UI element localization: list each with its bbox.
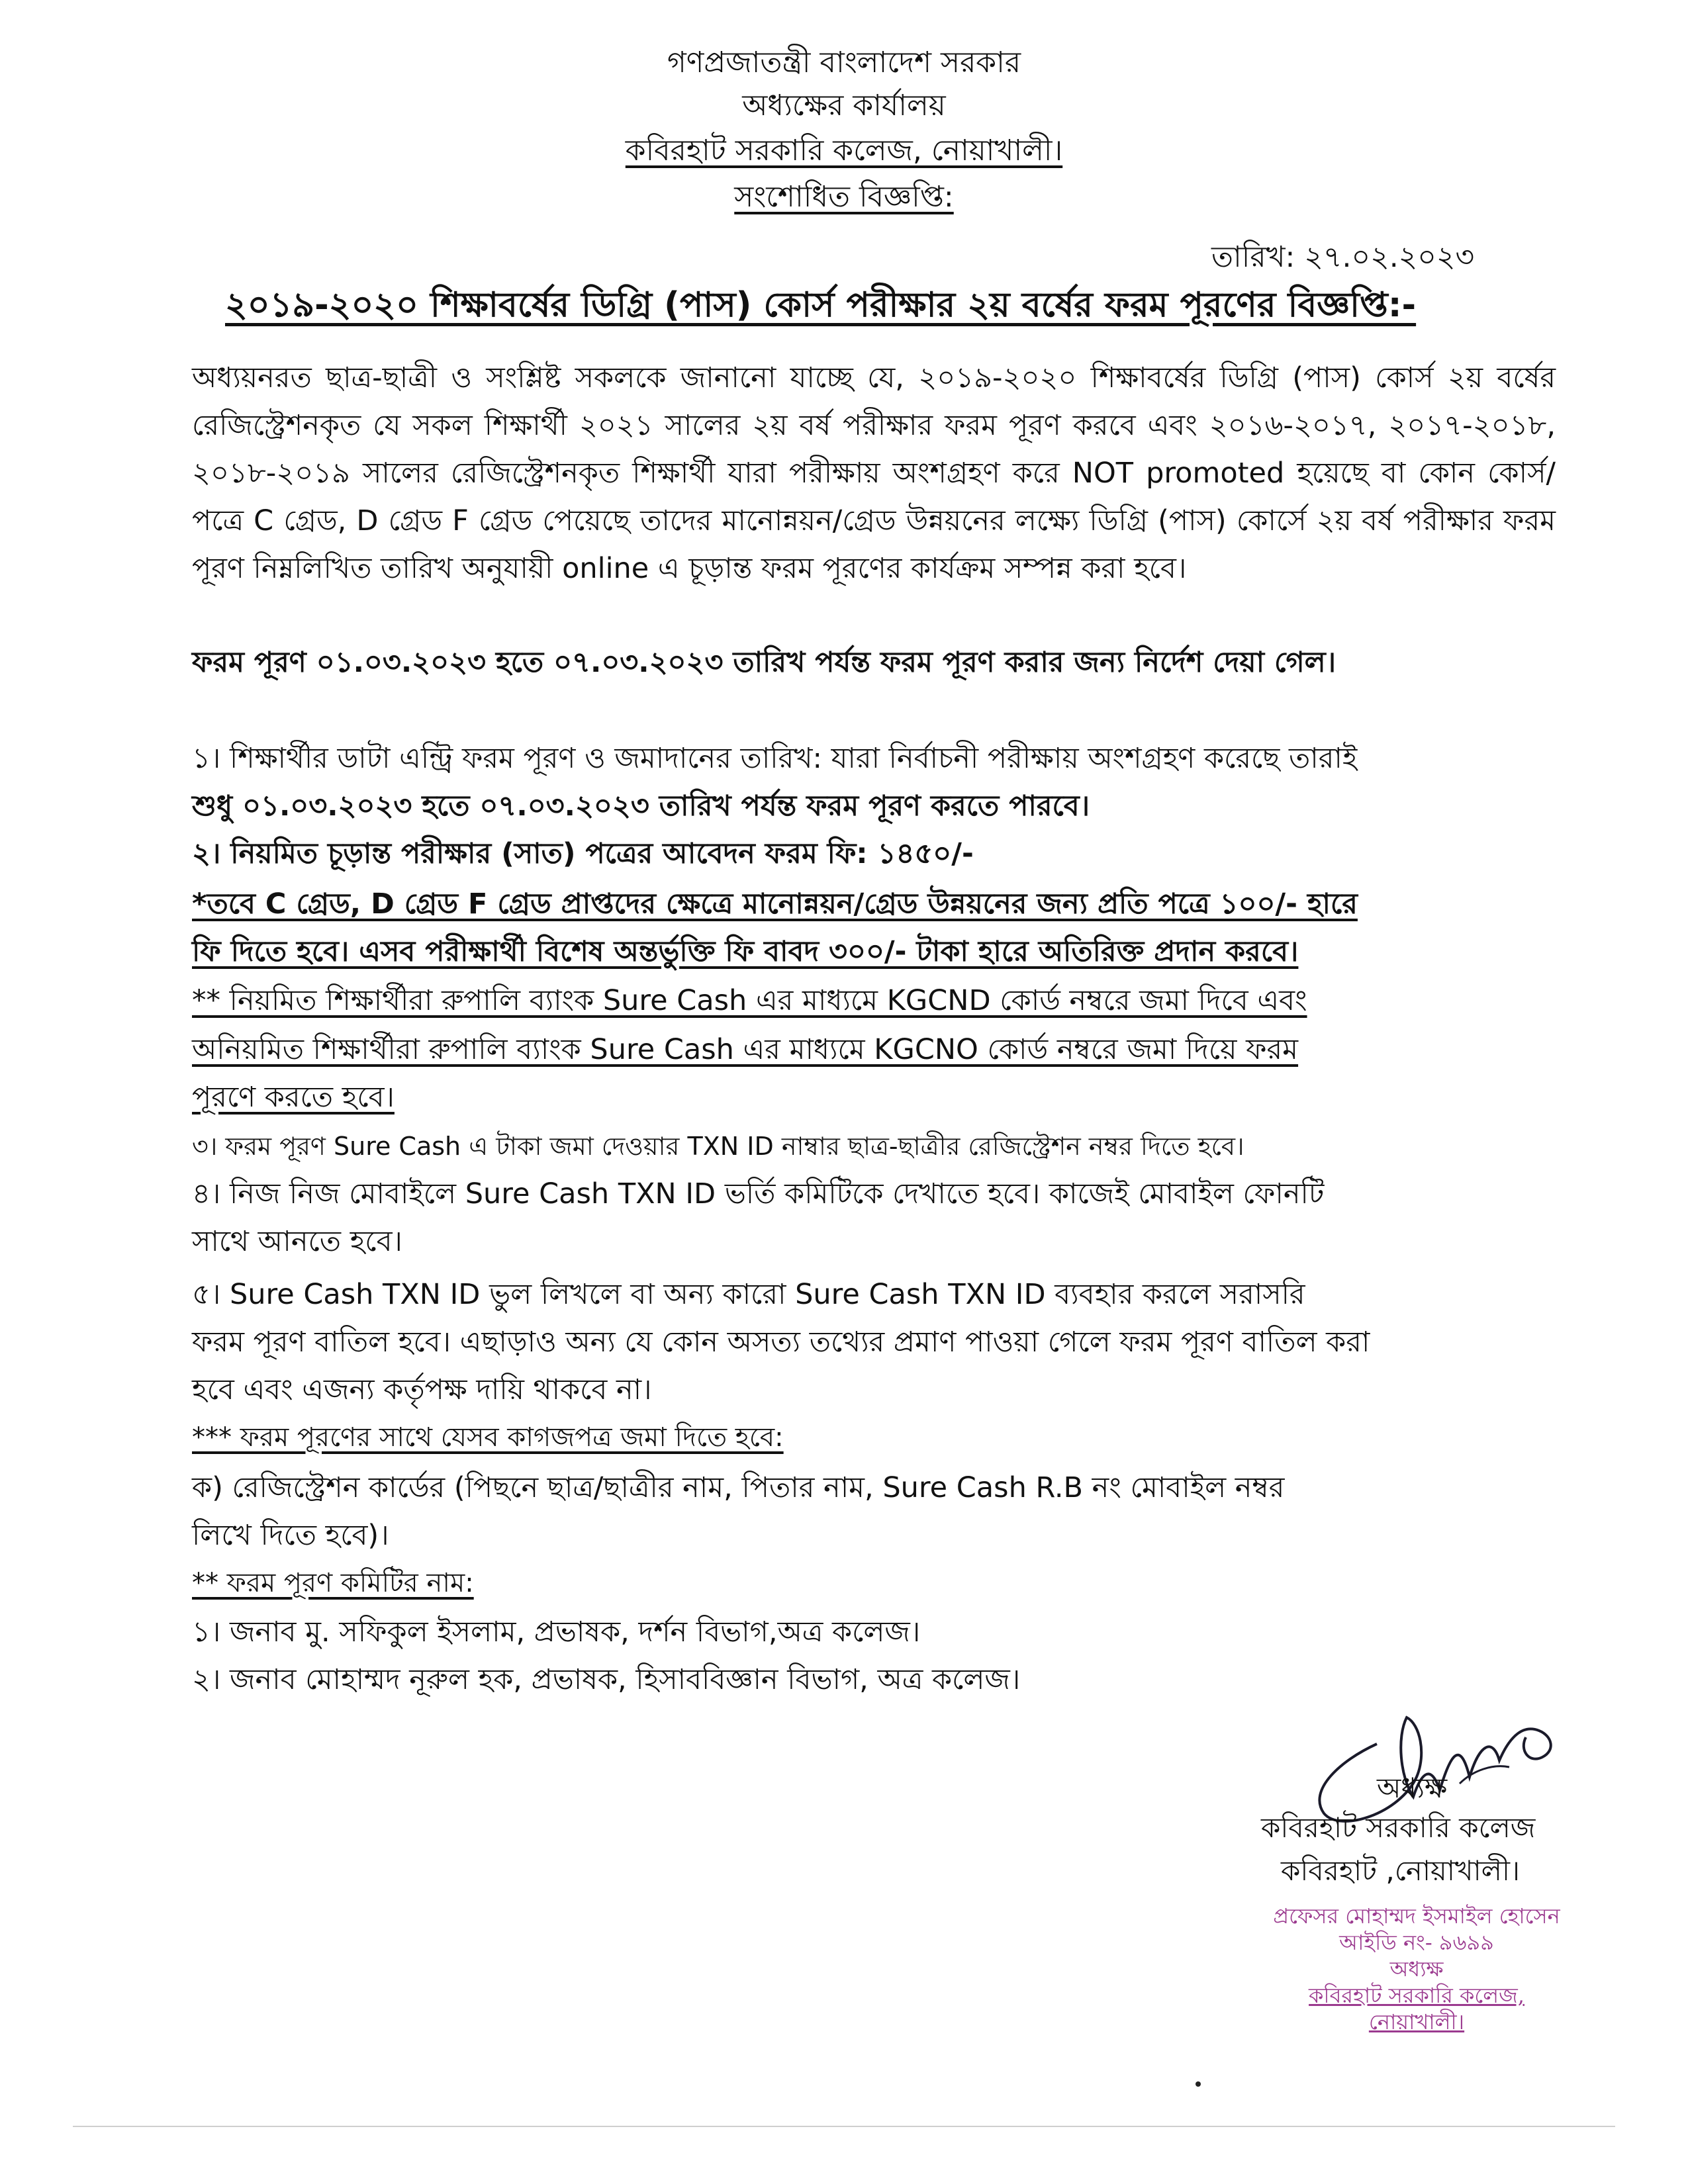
notice-title: ২০১৯-২০২০ শিক্ষাবর্ষের ডিগ্রি (পাস) কোর্স পরীক্ষার ২য় বর্ষের ফরম পূরণের বিজ্ঞপ্তি:- [225,285,1417,325]
item-2-fee: ২। নিয়মিত চূড়ান্ত পরীক্ষার (সাত) পত্রের আবেদন ফরম ফি: ১৪৫০/- [192,837,974,870]
stamp-id: আইডি নং- ৯৬৯৯ [1339,1930,1494,1955]
header-revised-notice: সংশোধিত বিজ্ঞপ্তি: [734,180,954,214]
item-3: ৩। ফরম পূরণ Sure Cash এ টাকা জমা দেওয়ার TXN ID নাম্বার ছাত্র-ছাত্রীর রেজিস্ট্রেশন নম্বর দিতে হবে। [192,1132,1244,1161]
stamp-college: কবিরহাট সরকারি কলেজ, নোয়াখালী। [1309,1983,1524,2034]
documents-item-a-line-2: লিখে দিতে হবে)। [192,1519,389,1552]
note-2-line-2: অনিয়মিত শিক্ষার্থীরা রুপালি ব্যাংক Sure Cash এর মাধ্যমে KGCNO কোর্ড নম্বরে জমা দিয়ে ফরম [192,1033,1299,1066]
note-2-line-1: ** নিয়মিত শিক্ষার্থীরা রুপালি ব্যাংক Sure Cash এর মাধ্যমে KGCND কোর্ড নম্বরে জমা দিবে এবং [192,984,1307,1017]
item-5-line-1: ৫। Sure Cash TXN ID ভুল লিখলে বা অন্য কারো Sure Cash TXN ID ব্যবহার করলে সরাসরি [192,1278,1305,1311]
committee-member-2: ২। জনাব মোহাম্মদ নূরুল হক, প্রভাষক, হিসাববিজ্ঞান বিভাগ, অত্র কলেজ। [192,1663,1021,1696]
header-college: কবিরহাট সরকারি কলেজ, নোয়াখালী। [625,134,1063,167]
intro-paragraph: অধ্যয়নরত ছাত্র-ছাত্রী ও সংশ্লিষ্ট সকলকে জানানো যাচ্ছে যে, ২০১৯-২০২০ শিক্ষাবর্ষের ডিগ্রি (পাস) কোর্স ২য় বর্ষের রেজিস্ট্রেশনকৃত যে সকল শিক্ষার্থী ২০২১ সালের ২য় বর্ষ পরীক্ষার ফরম পূরণ করবে এবং ২০১৬-২০১৭, ২০১৭-২০১৮, ২০১৮-২০১৯ সালের রেজিস্ট্রেশনকৃত শিক্ষার্থী যারা পরীক্ষায় অংশগ্রহণ করে NOT promoted হয়েছে বা কোন কোর্স/পত্রে C গ্রেড, D গ্রেড F গ্রেড পেয়েছে তাদের মানোন্নয়ন/গ্রেড উন্নয়নের লক্ষ্যে ডিগ্রি (পাস) কোর্সে ২য় বর্ষ পরীক্ষার ফরম পূরণ নিম্নলিখিত তারিখ অনুযায়ী online এ চূড়ান্ত ফরম পূরণের কার্যক্রম সম্পন্ন করা হবে। [192,361,1556,585]
intro-deadline: ফরম পূরণ ০১.০৩.২০২৩ হতে ০৭.০৩.২০২৩ তারিখ পর্যন্ত ফরম পূরণ করার জন্য নির্দেশ দেয়া গেল। [192,646,1336,679]
item-4-line-2: সাথে আনতে হবে। [192,1225,402,1258]
item-5-line-3: হবে এবং এজন্য কর্তৃপক্ষ দায়ি থাকবে না। [192,1373,652,1406]
header-government: গণপ্রজাতন্ত্রী বাংলাদেশ সরকার [667,46,1021,79]
note-1-line-1: *তবে C গ্রেড, D গ্রেড F গ্রেড প্রাপ্তদের ক্ষেত্রে মানোন্নয়ন/গ্রেড উন্নয়নের জন্য প্রতি পত্রে ১০০/- হারে [192,887,1358,921]
notice-date: তারিখ: ২৭.০২.২০২৩ [1211,240,1475,274]
item-1-line-2: শুধু ০১.০৩.২০২৩ হতে ০৭.০৩.২০২৩ তারিখ পর্যন্ত ফরম পূরণ করতে পারবে। [192,790,1090,823]
stamp-name: প্রফেসর মোহাম্মদ ইসমাইল হোসেন [1273,1903,1560,1929]
stray-mark [1196,2081,1201,2087]
principal-stamp [1258,1903,1575,2035]
note-2-line-3: পূরণে করতে হবে। [192,1081,395,1114]
page-border-bottom [73,2126,1615,2127]
note-1-line-2: ফি দিতে হবে। এসব পরীক্ষার্থী বিশেষ অন্তর্ভুক্তি ফি বাবদ ৩০০/- টাকা হারে অতিরিক্ত প্রদান করবে। [192,935,1299,968]
signature-location: কবিরহাট ,নোয়াখালী। [1281,1854,1521,1887]
signature-college: কবিরহাট সরকারি কলেজ [1261,1811,1536,1844]
committee-member-1: ১। জনাব মু. সফিকুল ইসলাম, প্রভাষক, দর্শন বিভাগ,অত্র কলেজ। [192,1615,921,1649]
documents-heading: *** ফরম পূরণের সাথে যেসব কাগজপত্র জমা দিতে হবে: [192,1422,784,1453]
item-4-line-1: ৪। নিজ নিজ মোবাইলে Sure Cash TXN ID ভর্তি কমিটিকে দেখাতে হবে। কাজেই মোবাইল ফোনটি [192,1177,1325,1210]
documents-item-a-line-1: ক) রেজিস্ট্রেশন কার্ডের (পিছনে ছাত্র/ছাত্রীর নাম, পিতার নাম, Sure Cash R.B নং মোবাইল নম্বর [192,1471,1285,1504]
header-office: অধ্যক্ষের কার্যালয় [742,89,946,122]
item-5-line-2: ফরম পূরণ বাতিল হবে। এছাড়াও অন্য যে কোন অসত্য তথ্যের প্রমাণ পাওয়া গেলে ফরম পূরণ বাতিল করা [192,1326,1370,1359]
item-1-line-1: ১। শিক্ষার্থীর ডাটা এন্ট্রি ফরম পূরণ ও জমাদানের তারিখ: যারা নির্বাচনী পরীক্ষায় অংশগ্রহণ করেছে তারাই [192,742,1358,775]
committee-heading: ** ফরম পূরণ কমিটির নাম: [192,1568,474,1598]
stamp-designation: অধ্যক্ষ [1389,1956,1444,1981]
signature-designation: অধ্যক্ষ [1377,1772,1448,1804]
